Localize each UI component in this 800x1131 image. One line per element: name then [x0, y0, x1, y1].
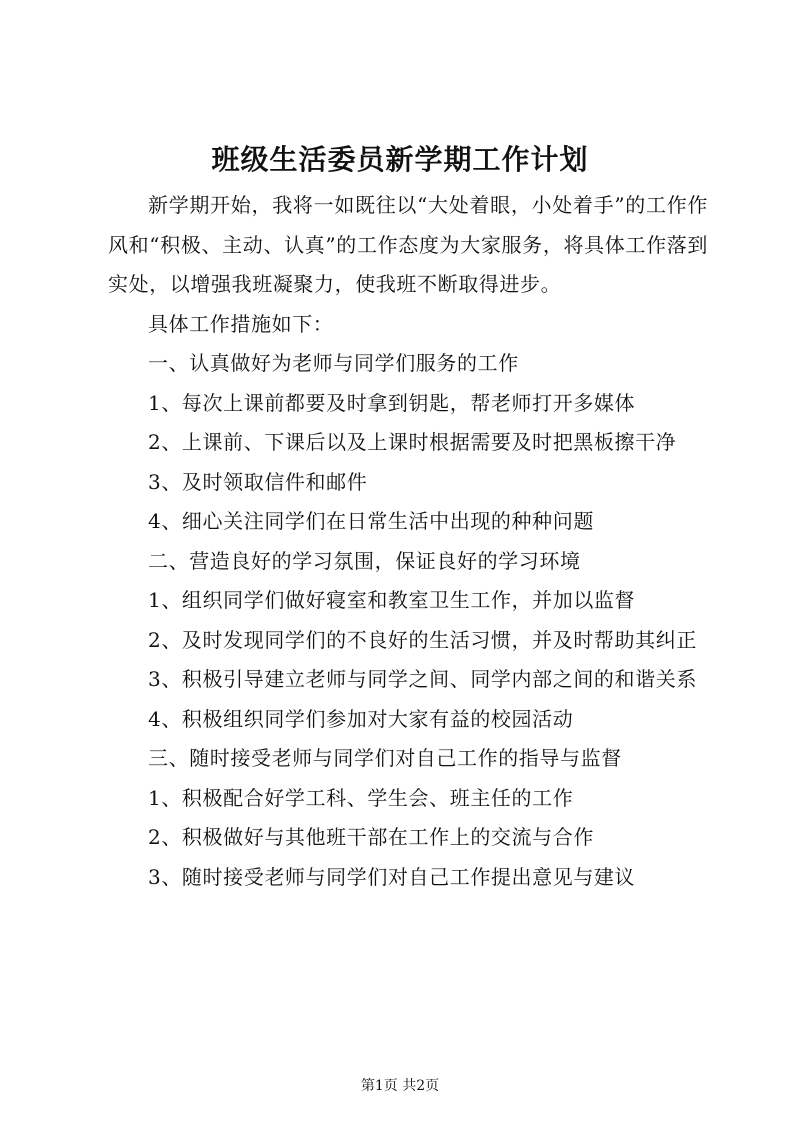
document-body: [108, 186, 708, 897]
list-item: 2、上课前、下课后以及上课时根据需要及时把黑板擦干净: [148, 430, 677, 454]
list-item: 4、细心关注同学们在日常生活中出现的种种问题: [148, 509, 594, 533]
list-item: 2、积极做好与其他班干部在工作上的交流与合作: [148, 825, 594, 849]
section-heading-3: 三、随时接受老师与同学们对自己工作的指导与监督: [148, 746, 622, 770]
paragraph-intro: 新学期开始，我将一如既往以“大处着眼，小处着手”的工作作风和“积极、主动、认真”的工作态度为大家服务，将具体工作落到实处，以增强我班凝聚力，使我班不断取得进步。: [108, 193, 708, 296]
list-item: 2、及时发现同学们的不良好的生活习惯，并及时帮助其纠正: [148, 627, 697, 652]
list-item: 3、及时领取信件和邮件: [148, 469, 368, 494]
list-item: 1、积极配合好学工科、学生会、班主任的工作: [148, 785, 574, 810]
list-item: 1、组织同学们做好寝室和教室卫生工作，并加以监督: [148, 588, 636, 612]
paragraph-measures-heading: 具体工作措施如下：: [148, 311, 334, 336]
list-item: 1、每次上课前都要及时拿到钥匙，帮老师打开多媒体: [148, 390, 636, 415]
list-item: 4、积极组织同学们参加对大家有益的校园活动: [148, 706, 574, 731]
page-footer: 第1页 共2页: [360, 1078, 440, 1094]
list-item: 3、积极引导建立老师与同学之间、同学内部之间的和谐关系: [148, 667, 697, 691]
section-heading-2: 二、营造良好的学习氛围，保证良好的学习环境: [148, 548, 581, 573]
page-title: 班级生活委员新学期工作计划: [211, 143, 589, 176]
section-heading-1: 一、认真做好为老师与同学们服务的工作: [148, 351, 519, 375]
list-item: 3、随时接受老师与同学们对自己工作提出意见与建议: [148, 864, 636, 889]
